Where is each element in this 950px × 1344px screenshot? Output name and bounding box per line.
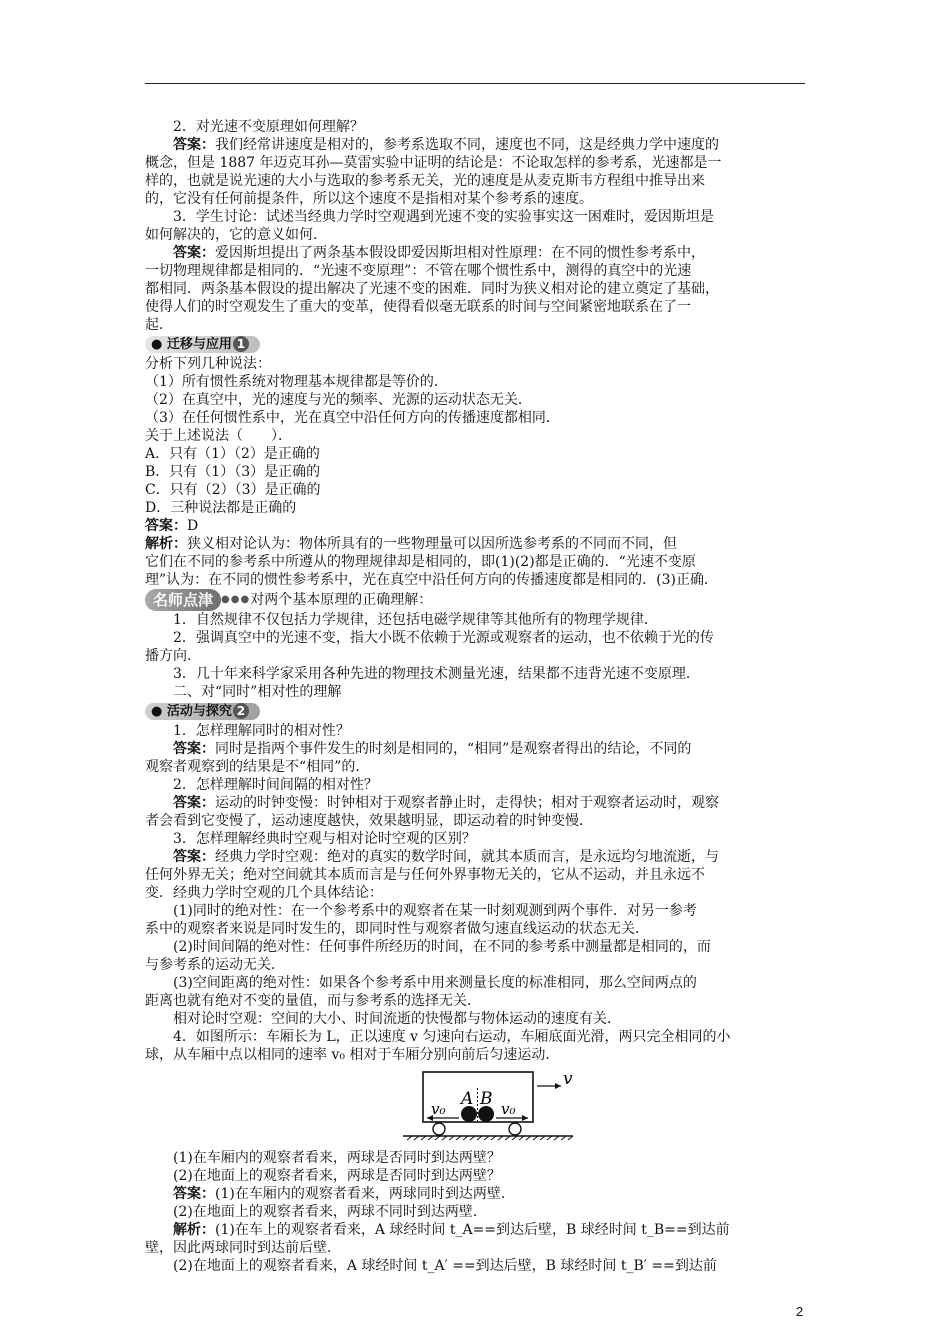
text-line: [145, 499, 805, 517]
header-rule: [145, 83, 805, 84]
line-text: 2．强调真空中的光速不变，指大小既不依赖于光源或观察者的运动，也不依赖于光的传: [173, 630, 714, 646]
line-text: (1)在车厢内的观察者看来，两球同时到达两壁．: [215, 1186, 515, 1202]
label-bold: 答案：: [145, 518, 187, 534]
line-text: 者会看到它变慢了，运动速度越快，效果越明显，即运动着的时钟变慢．: [145, 813, 593, 829]
line-text: A．只有（1）（2）是正确的: [145, 446, 320, 462]
badge-number: 2: [233, 703, 249, 719]
line-text: 3．学生讨论：试述当经典力学时空观遇到光速不变的实验事实这一困难时，爱因斯坦是: [173, 209, 714, 225]
text-line: [145, 226, 805, 244]
label-bold: 答案：: [173, 1186, 215, 1202]
text-line: [145, 409, 805, 427]
dots-icon: ●●●: [221, 594, 251, 605]
text-line: [145, 373, 805, 391]
text-line: [145, 1185, 805, 1203]
text-line: [145, 794, 805, 812]
text-line: [145, 740, 805, 758]
text-line: [145, 571, 805, 589]
line-text: 壁，因此两球同时到达前后壁．: [145, 1240, 341, 1256]
text-line: [145, 553, 805, 571]
text-line: [145, 190, 805, 208]
text-line: [145, 136, 805, 154]
line-text: (1)在车上的观察者看来，A 球经时间 t_A==到达后壁，B 球经时间 t_B==到达前: [215, 1222, 730, 1238]
text-line: [145, 647, 805, 665]
text-line: [145, 517, 805, 535]
text-line: [145, 262, 805, 280]
label-bold: 答案：: [173, 795, 215, 811]
line-text: （3）在任何惯性系中，光在真空中沿任何方向的传播速度都相同．: [145, 410, 560, 426]
text-line: [145, 535, 805, 553]
line-text: 概念，但是 1887 年迈克耳孙—莫雷实验中证明的结论是：不论取怎样的参考系，光速都是一: [145, 155, 722, 171]
cart-diagram: [403, 1068, 805, 1147]
text-line: [145, 427, 805, 445]
text-line: [145, 812, 805, 830]
line-text: 与参考系的运动无关．: [145, 957, 285, 973]
line-text: (2)在地面上的观察者看来，两球是否同时到达两壁？: [173, 1168, 501, 1184]
line-text: 观察者观察到的结果是不“相同”的．: [145, 759, 370, 775]
tips-badge: 名师点津: [145, 589, 221, 611]
text-line: [145, 1221, 805, 1239]
line-text: 1．自然规律不仅包括力学规律，还包括电磁学规律等其他所有的物理学规律．: [173, 612, 658, 628]
text-line: [145, 481, 805, 499]
line-text: 相对论时空观：空间的大小、时间流逝的快慢都与物体运动的速度有关．: [173, 1011, 621, 1027]
line-text: 经典力学时空观：绝对的真实的数学时间，就其本质而言，是永远均匀地流逝，与: [215, 849, 719, 865]
text-line: [145, 316, 805, 334]
page-number: 2: [796, 1304, 804, 1319]
label-v0-left: v₀: [431, 1100, 446, 1118]
line-text: 分析下列几种说法：: [145, 356, 271, 372]
line-text: 系中的观察者来说是同时发生的，即同时性与观察者做匀速直线运动的状态无关．: [145, 921, 649, 937]
line-text: (2)时间间隔的绝对性：任何事件所经历的时间，在不同的参考系中测量都是相同的，而: [173, 939, 711, 955]
line-text: 二、对“同时”相对性的理解: [173, 684, 342, 700]
line-text: (1)在车厢内的观察者看来，两球是否同时到达两壁？: [173, 1150, 501, 1166]
text-line: [145, 1239, 805, 1257]
text-line: [145, 172, 805, 190]
text-line: [145, 884, 805, 902]
line-text: 播方向．: [145, 648, 201, 664]
line-text: 都相同．两条基本假设的提出解决了光速不变的困难．同时为狭义相对论的建立奠定了基础，: [145, 281, 719, 297]
line-text: (2)在地面上的观察者看来，两球不同时到达两壁．: [173, 1204, 487, 1220]
line-text: B．只有（1）（3）是正确的: [145, 464, 321, 480]
line-text: 理”认为：在不同的惯性参考系中，光在真空中沿任何方向的传播速度都是相同的．(3)正确．: [145, 572, 718, 588]
line-text: 的，它没有任何前提条件，所以这个速度不是指相对某个参考系的速度。: [145, 191, 593, 207]
line-text: 2．对光速不变原理如何理解？: [173, 119, 364, 135]
text-line: [145, 1010, 805, 1028]
line-text: 我们经常讲速度是相对的，参考系选取不同，速度也不同，这是经典力学中速度的: [215, 137, 719, 153]
tips-title: 对两个基本原理的正确理解：: [250, 592, 433, 608]
line-text: （2）在真空中，光的速度与光的频率、光源的运动状态无关．: [145, 392, 532, 408]
line-text: 距离也就有绝对不变的量值，而与参考系的选择无关．: [145, 993, 481, 1009]
text-line: [145, 1028, 805, 1046]
text-line: [145, 244, 805, 262]
text-line: [145, 938, 805, 956]
line-text: (1)同时的绝对性：在一个参考系中的观察者在某一时刻观测到两个事件．对另一参考: [173, 903, 697, 919]
text-line: [145, 298, 805, 316]
label-B: B: [480, 1089, 493, 1109]
section-badge-transfer: ● 迁移与应用 1: [145, 334, 805, 355]
line-text: 样的，也就是说光速的大小与选取的参考系无关，光的速度是从麦克斯韦方程组中推导出来: [145, 173, 705, 189]
text-line: [145, 463, 805, 481]
line-text: 3．怎样理解经典时空观与相对论时空观的区别？: [173, 831, 476, 847]
line-text: 球，从车厢中点以相同的速率 v₀ 相对于车厢分别向前后匀速运动．: [145, 1047, 560, 1063]
text-line: [145, 391, 805, 409]
section-badge-activity: ● 活动与探究 2: [145, 701, 805, 722]
line-text: 变．经典力学时空观的几个具体结论：: [145, 885, 383, 901]
text-line: [145, 848, 805, 866]
text-line: [145, 830, 805, 848]
text-line: [145, 866, 805, 884]
label-bold: 解析：: [145, 536, 187, 552]
badge-label: 迁移与应用: [166, 337, 232, 352]
label-bold: 答案：: [173, 245, 215, 261]
text-line: [145, 758, 805, 776]
text-line: [145, 1257, 805, 1275]
document-body: [145, 118, 805, 1275]
line-text: (3)空间距离的绝对性：如果各个参考系中用来测量长度的标准相同，那么空间两点的: [173, 975, 697, 991]
line-text: D: [187, 518, 199, 534]
text-line: [145, 920, 805, 938]
badge-number: 1: [233, 336, 249, 352]
text-line: [145, 722, 805, 740]
text-line: [145, 776, 805, 794]
line-text: 1．怎样理解同时的相对性？: [173, 723, 350, 739]
line-text: D．三种说法都是正确的: [145, 500, 297, 516]
text-line: [145, 280, 805, 298]
line-text: 3．几十年来科学家采用各种先进的物理技术测量光速，结果都不违背光速不变原理．: [173, 666, 700, 682]
line-text: 如何解决的，它的意义如何．: [145, 227, 327, 243]
line-text: （1）所有惯性系统对物理基本规律都是等价的．: [145, 374, 448, 390]
line-text: 狭义相对论认为：物体所具有的一些物理量可以因所选参考系的不同而不同，但: [187, 536, 677, 552]
text-line: [145, 665, 805, 683]
text-line: [145, 1203, 805, 1221]
line-text: 它们在不同的参考系中所遵从的物理规律却是相同的，即(1)(2)都是正确的．“光速不变原: [145, 554, 696, 570]
text-line: [145, 956, 805, 974]
line-text: 起．: [145, 317, 173, 333]
label-bold: 答案：: [173, 849, 215, 865]
label-v: v: [563, 1069, 573, 1089]
label-bold: 答案：: [173, 741, 215, 757]
label-v0-right: v₀: [501, 1100, 516, 1118]
line-text: 使得人们的时空观发生了重大的变革，使得看似毫无联系的时间与空间紧密地联系在了一: [145, 299, 691, 315]
line-text: 4．如图所示：车厢长为 L，正以速度 v 匀速向右运动，车厢底面光滑，两只完全相同的小: [173, 1029, 731, 1045]
text-line: [145, 629, 805, 647]
line-text: C．只有（2）（3）是正确的: [145, 482, 321, 498]
label-bold: 解析：: [173, 1222, 215, 1238]
text-line: [145, 683, 805, 701]
line-text: 任何外界无关；绝对空间就其本质而言是与任何外界事物无关的，它从不运动，并且永远不: [145, 867, 705, 883]
text-line: [145, 208, 805, 226]
line-text: 关于上述说法（ ）．: [145, 428, 292, 444]
text-line: [145, 902, 805, 920]
text-line: [145, 355, 805, 373]
line-text: 运动的时钟变慢：时钟相对于观察者静止时，走得快；相对于观察者运动时，观察: [215, 795, 719, 811]
text-line: [145, 154, 805, 172]
line-text: 同时是指两个事件发生的时刻是相同的，“相同”是观察者得出的结论，不同的: [215, 741, 692, 757]
line-text: 2．怎样理解时间间隔的相对性？: [173, 777, 378, 793]
text-line: [145, 445, 805, 463]
line-text: 一切物理规律都是相同的．“光速不变原理”：不管在哪个惯性系中，测得的真空中的光速: [145, 263, 692, 279]
line-text: 爱因斯坦提出了两条基本假设即爱因斯坦相对性原理：在不同的惯性参考系中，: [215, 245, 705, 261]
line-text: (2)在地面上的观察者看来，A 球经时间 t_A′ ==到达后壁，B 球经时间 t_B′ ==到达前: [173, 1258, 717, 1274]
text-line: [145, 1167, 805, 1185]
text-line: [145, 1046, 805, 1064]
text-line: [145, 974, 805, 992]
tips-heading: [145, 589, 805, 611]
text-line: [145, 992, 805, 1010]
text-line: [145, 1149, 805, 1167]
label-bold: 答案：: [173, 137, 215, 153]
label-A: A: [461, 1089, 474, 1109]
badge-label: 活动与探究: [166, 704, 232, 719]
text-line: [145, 118, 805, 136]
text-line: [145, 611, 805, 629]
